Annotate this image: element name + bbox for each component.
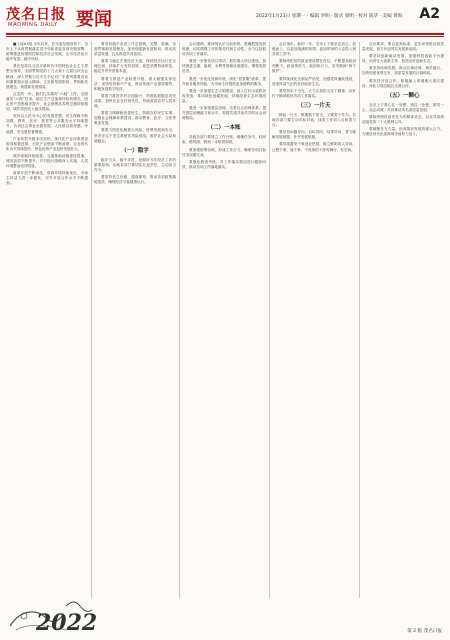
article-column-3	[182, 42, 266, 598]
section-subheading: （一）稳字	[121, 147, 149, 154]
article-paragraph: 会议指出，新的一年，全市上下要坚定信心、迎难而上，以更加饱满的热情、更加昂扬的斗志投入到各项工作中。	[272, 42, 356, 57]
section-subheading: （三）一片天	[297, 102, 331, 109]
article-paragraph: 要加强统筹协调，形成工作合力，确保各项目标任务如期完成。	[182, 147, 266, 157]
article-paragraph: 要坚持稳中求进工作总基调，完整、准确、全面贯彻新发展理念，加快构建新发展格局，推动高质量发展，扎实推进共同富裕。	[94, 42, 176, 57]
masthead-thin-rule	[6, 36, 444, 37]
article-columns	[6, 42, 444, 598]
article-paragraph: 要坚持创新驱动发展，加强科技创新平台建设，培育壮大创新主体，营造良好创新生态。	[362, 54, 444, 64]
article-paragraph: 要着力推进产业转型升级，做大做强实体经济，加快培育新兴产业，推动传统产业提质增效，积极发展数字经济。	[94, 76, 176, 91]
article-paragraph: 坚持以人民为中心的发展思想，民生保障不断加强，教育、医疗、养老等公共服务水平持续提升，各项社会事业全面发展，人民群众获得感、幸福感、安全感显著增强。	[6, 114, 88, 134]
page-number: A2	[419, 6, 440, 22]
newspaper-logo: 茂名日报	[6, 7, 66, 23]
article-paragraph: 要着力稳定宏观经济大盘，保持经济运行在合理区间，持续扩大有效投资，促进消费持续恢复，稳定外贸外资基本盘。	[94, 59, 176, 74]
article-column-1	[6, 42, 88, 598]
column-divider	[179, 42, 180, 598]
section-title: 要闻	[76, 9, 112, 30]
article-paragraph: 我们坚持以习近平新时代中国特色社会主义思想为指导，全面贯彻党的十九大和十九届历次全会精神，深入贯彻习近平总书记对广东系列重要讲话和重要指示批示精神，立足新发展阶段、贯彻新发展理念、构建新发展格局。	[6, 64, 88, 89]
masthead-rule	[6, 33, 444, 35]
article-paragraph: 撑起一片天，既要敢于担当，又要善于作为。各地各部门要主动对标对表，找准工作切入点和着力点。	[272, 112, 356, 128]
article-paragraph: 要坚持先立后破、通盘谋划，推动各项政策落地见效，确保经济平稳健康运行。	[94, 174, 176, 185]
article-paragraph: 要着力防范化解重大风险，统筹发展和安全，坚决守住不发生系统性风险底线，维护社会大局和谐稳定。	[94, 128, 176, 143]
article-column-2	[94, 42, 176, 598]
article-paragraph: 全市上下要心往一处想、劲往一处使，团结一心、众志成城，共同推动茂名高质量发展。	[362, 102, 444, 112]
article-paragraph: 要强化督查考核，对工作落实情况进行跟踪问效，推动各项工作落地落实。	[182, 159, 266, 169]
article-paragraph: 要着力推进乡村全面振兴，巩固拓展脱贫攻坚成果，加快农业农村现代化，持续改善农村人居环境。	[94, 93, 176, 109]
page-footer: 第 2 版 茂名日报	[407, 629, 442, 634]
article-paragraph: 要坚持实干为先，大力弘扬担当实干精神，以钉钉子精神抓好各项工作落实。	[272, 88, 356, 98]
article-paragraph: 改革开放不断深化，营商环境持续优化，市场主体活力进一步激发，对外开放合作水平不断提高。	[6, 171, 88, 186]
article-paragraph: 会议强调，要深刻认识当前形势，准确把握发展规律，切实增强工作的预见性和主动性，全力以赴抓好各项工作落实。	[182, 42, 266, 57]
article-paragraph: 过去的一年，我们扎实做好“六稳”工作，全面落实“六保”任务，地区生产总值保持较快增长，固定资产投资稳步提升，社会消费品零售总额持续增加，城乡居民收入稳步提高。	[6, 91, 88, 112]
issue-meta: 2022年1月21日 星期一 · 编辑 李明 · 版式 梁明 · 校对 陈华 · 美编 黄海	[256, 14, 403, 19]
article-paragraph: 要坚持协调发展，推动区域协调、城乡融合，加快构建优势互补、高质量发展的区域格局。	[362, 66, 444, 76]
article-paragraph: 要进一步优化营商环境，深化“放管服”改革，提升政务服务效能，为市场主体提供更加便利的服务。	[182, 76, 266, 86]
article-column-4	[272, 42, 356, 598]
column-divider	[269, 42, 270, 598]
article-paragraph: 要始终保持奋发有为的精神状态，以优异成绩迎接党的二十大胜利召开。	[362, 114, 444, 125]
column-divider	[91, 42, 92, 598]
article-paragraph: 产业转型升级步伐加快，现代化产业体系建设取得积极进展，石化产业链条不断延伸，农业现代化水平持续提升，特色优势产业加快发展壮大。	[6, 136, 88, 151]
article-paragraph: 各级各部门要建立工作台账，明确任务书、时间表、路线图，做到一本账管到底。	[182, 135, 266, 145]
article-paragraph: 会议要求，要以更高标准、更实举措推动高质量发展，奋力开创茂名发展新局面。	[362, 42, 444, 52]
article-paragraph: ■上接A1版 今年以来，在市委坚强领导下，全市上下认真贯彻落实党中央和省委各项决策部署，统筹推进疫情防控和经济社会发展，全市经济运行稳中有进、稳中向好。	[6, 42, 88, 62]
section-subheading: （五）一颗心	[386, 92, 420, 99]
article-paragraph: 要进一步加强基层治理，完善社会治理体系，提升基层治理能力和水平，构建共建共治共享的社会治理格局。	[182, 106, 266, 121]
article-column-5	[362, 42, 444, 598]
article-paragraph: 要持续激发干事创业热情，树立鲜明用人导向，让想干事、能干事、干成事的干部有舞台、有空间。	[272, 142, 356, 152]
article-paragraph: 要持续深化全面从严治党，加强党风廉政建设，营造风清气正的良好政治生态。	[272, 76, 356, 86]
year-2022-artwork	[6, 592, 116, 636]
article-paragraph: 要坚持问题导向、目标导向、结果导向，着力破解发展难题，补齐发展短板。	[272, 130, 356, 140]
year-2022-lettering: 2022	[36, 610, 98, 636]
article-paragraph: 要坚持开放合作，积极融入粤港澳大湾区建设，深化与周边地区交流合作。	[362, 78, 444, 88]
article-paragraph: 要凝聚各方力量，形成推动发展的强大合力，为建设现代化滨海城市而努力奋斗。	[362, 127, 444, 137]
article-paragraph: 稳字当头、稳中求进，是做好今年经济工作的重要原则。各地各部门要切实扛起责任，主动担当作为。	[94, 157, 176, 172]
article-paragraph: 要始终把党的政治建设摆在首位，不断提高政治判断力、政治领悟力、政治执行力，坚决做到“两个维护”。	[272, 59, 356, 74]
newspaper-logo-english: MAOMING DAILY	[8, 22, 58, 28]
column-divider	[359, 42, 360, 598]
article-paragraph: 要进一步强化项目带动，抓好重大项目建设，加快推进交通、能源、水利等基础设施建设，增强发展后劲。	[182, 59, 266, 74]
article-paragraph: 要进一步加强生态文明建设，深入打好污染防治攻坚战，推动绿色低碳发展，持续改善生态环境质量。	[182, 88, 266, 103]
article-paragraph: 城乡面貌持续改善，交通基础设施建设提速，城市品质不断提升，乡村振兴战略深入实施，人居环境整治成效明显。	[6, 153, 88, 169]
section-subheading: （二）一本账	[207, 125, 241, 132]
article-paragraph: 要着力保障和改善民生，持续办好民生实事，加强社会保障体系建设，推动教育、医疗、文化等事业发展。	[94, 111, 176, 126]
